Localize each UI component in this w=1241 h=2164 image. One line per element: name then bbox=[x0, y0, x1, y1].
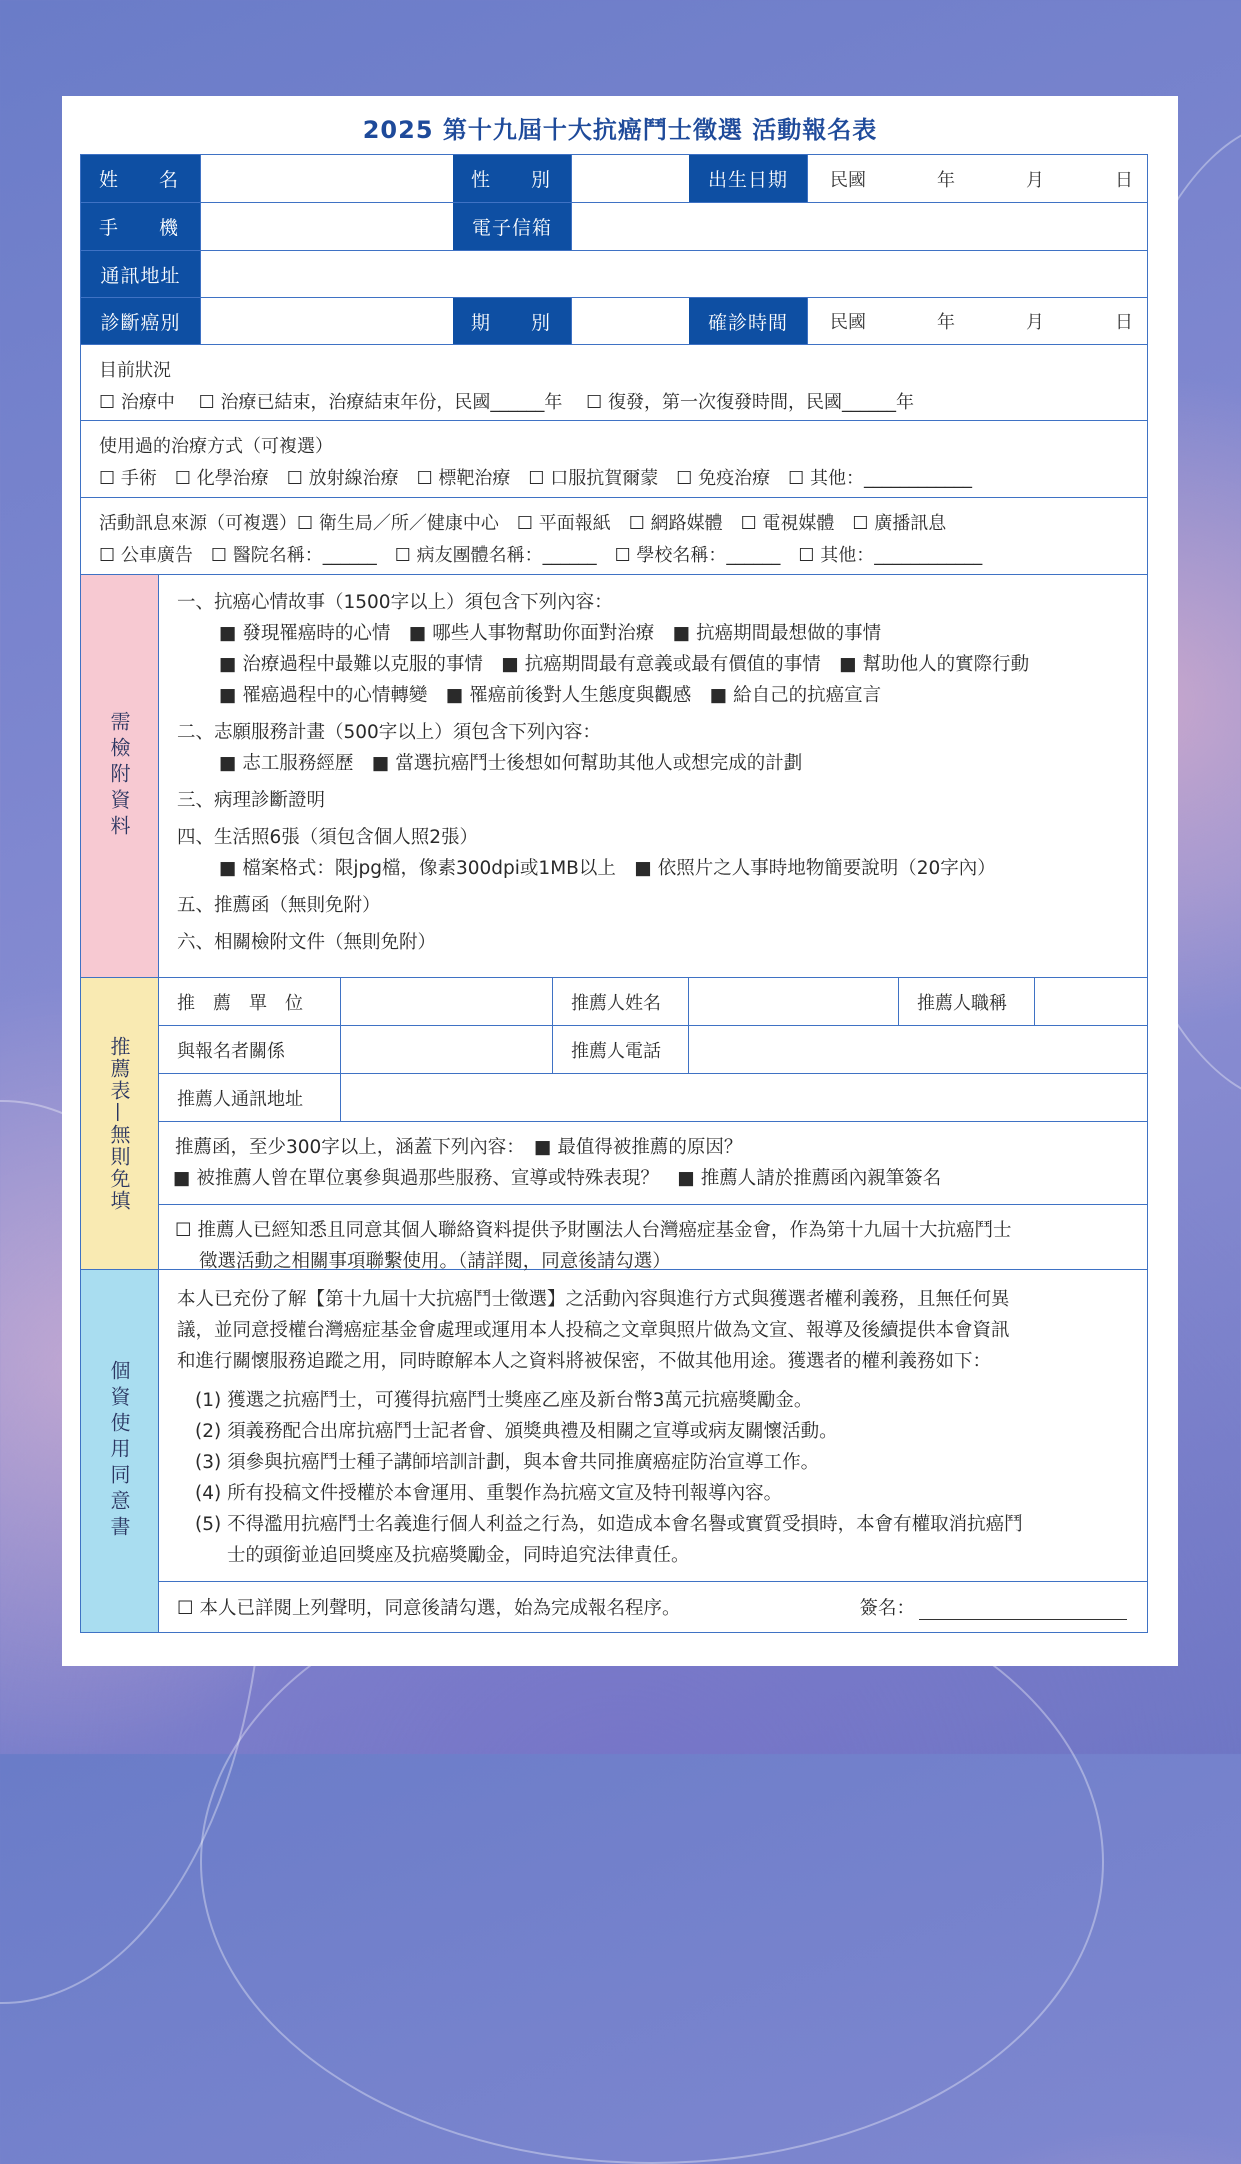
privacy-item-continued: 士的頭銜並追回獎座及抗癌獎勵金，同時追究法律責任。 bbox=[227, 1545, 690, 1566]
treatment-section bbox=[81, 421, 990, 497]
current-status-options[interactable]: ☐ 治療中 ☐ 治療已結束，治療結束年份，民國______年 ☐ 復發，第一次復發時間，民國______年 bbox=[99, 392, 915, 413]
date-month: 月 bbox=[1026, 169, 1044, 191]
treatment-heading: 使用過的治療方式（可複選） bbox=[99, 436, 333, 457]
current-status-section bbox=[81, 345, 932, 420]
address-label: 通訊地址 bbox=[81, 251, 200, 297]
recommender-title-field[interactable] bbox=[1035, 978, 1147, 1025]
attachment-item-6: 六、相關檢附文件（無則免附） bbox=[177, 932, 437, 953]
gender-field[interactable] bbox=[571, 155, 689, 202]
stage-label: 期 別 bbox=[453, 298, 571, 344]
signature-area[interactable] bbox=[859, 1594, 1127, 1620]
relation-label: 與報名者關係 bbox=[159, 1026, 341, 1073]
recommender-address-field[interactable] bbox=[341, 1074, 1147, 1121]
recommender-consent-checkbox[interactable]: ☐ 推薦人已經知悉且同意其個人聯絡資料提供予財團法人台灣癌症基金會，作為第十九屆十大抗癌鬥士 bbox=[175, 1220, 1012, 1241]
privacy-intro: 和進行關懷服務追蹤之用，同時瞭解本人之資料將被保密，不做其他用途。獲選者的權利義務如下： bbox=[177, 1351, 992, 1372]
date-year: 年 bbox=[937, 169, 955, 191]
attachment-sub: ■ 治療過程中最難以克服的事情 ■ 抗癌期間最有意義或最有價值的事情 ■ 幫助他人的實際行動 bbox=[219, 654, 1030, 675]
recommender-address-label: 推薦人通訊地址 bbox=[159, 1074, 341, 1121]
attachments-side-label: 需檢附資料 bbox=[81, 575, 159, 977]
diagnosis-time-label: 確診時間 bbox=[689, 298, 807, 344]
recommender-phone-label: 推薦人電話 bbox=[553, 1026, 689, 1073]
privacy-intro: 本人已充份了解【第十九屆十大抗癌鬥士徵選】之活動內容與進行方式與獲選者權利義務，且無任何異 bbox=[177, 1289, 1010, 1310]
attachment-item-1: 一、抗癌心情故事（1500字以上）須包含下列內容： bbox=[177, 592, 613, 613]
name-field[interactable] bbox=[200, 155, 453, 202]
attachment-sub: ■ 罹癌過程中的心情轉變 ■ 罹癌前後對人生態度與觀感 ■ 給自己的抗癌宣言 bbox=[219, 685, 882, 706]
registration-form bbox=[80, 154, 1148, 1633]
attachment-sub: ■ 發現罹癌時的心情 ■ 哪些人事物幫助你面對治療 ■ 抗癌期間最想做的事情 bbox=[219, 623, 882, 644]
diagnosis-time-field[interactable] bbox=[807, 298, 1147, 344]
email-field[interactable] bbox=[571, 203, 1147, 250]
info-source-line1[interactable]: 活動訊息來源（可複選）☐ 衛生局／所／健康中心 ☐ 平面報紙 ☐ 網路媒體 ☐ 電視媒體 ☐ 廣播訊息 bbox=[99, 513, 947, 534]
attachment-sub: ■ 檔案格式：限jpg檔，像素300dpi或1MB以上 ■ 依照片之人事時地物簡要說明（20字內） bbox=[219, 858, 996, 879]
name-label: 姓 名 bbox=[81, 155, 200, 202]
attachment-item-4: 四、生活照6張（須包含個人照2張） bbox=[177, 827, 479, 848]
row-recommendation bbox=[81, 978, 1147, 1270]
recommendation-letter-line1: 推薦函，至少300字以上，涵蓋下列內容： ■ 最值得被推薦的原因？ bbox=[175, 1137, 743, 1158]
recommend-unit-field[interactable] bbox=[341, 978, 553, 1025]
attachments-list bbox=[159, 575, 1147, 977]
info-source-line2[interactable]: ☐ 公車廣告 ☐ 醫院名稱：______ ☐ 病友團體名稱：______ ☐ 學校名稱：______ ☐ 其他：____________ bbox=[99, 545, 983, 566]
attachment-item-3: 三、病理診斷證明 bbox=[177, 790, 326, 811]
cancer-type-label: 診斷癌別 bbox=[81, 298, 200, 344]
attachment-item-5: 五、推薦函（無則免附） bbox=[177, 895, 381, 916]
birth-date-field[interactable] bbox=[807, 155, 1147, 202]
signature-line[interactable] bbox=[919, 1599, 1127, 1620]
stage-field[interactable] bbox=[571, 298, 689, 344]
email-label: 電子信箱 bbox=[453, 203, 571, 250]
relation-field[interactable] bbox=[341, 1026, 553, 1073]
privacy-side-label: 個資使用同意書 bbox=[81, 1270, 159, 1632]
row-contact bbox=[81, 203, 1147, 251]
recommender-name-label: 推薦人姓名 bbox=[553, 978, 689, 1025]
privacy-item: (2) 須義務配合出席抗癌鬥士記者會、頒獎典禮及相關之宣導或病友關懷活動。 bbox=[195, 1421, 838, 1442]
address-field[interactable] bbox=[200, 251, 1147, 297]
recommender-title-label: 推薦人職稱 bbox=[899, 978, 1035, 1025]
privacy-intro: 議，並同意授權台灣癌症基金會處理或運用本人投稿之文章與照片做為文宣、報導及後續提供本會資訊 bbox=[177, 1320, 1010, 1341]
recommend-unit-label: 推 薦 單 位 bbox=[159, 978, 341, 1025]
row-treatment bbox=[81, 421, 1147, 498]
recommendation-letter-line2: ■ 被推薦人曾在單位裏參與過那些服務、宣導或特殊表現？ ■ 推薦人請於推薦函內親筆簽名 bbox=[173, 1168, 942, 1189]
recommender-name-field[interactable] bbox=[689, 978, 899, 1025]
attachment-sub: ■ 志工服務經歷 ■ 當選抗癌鬥士後想如何幫助其他人或想完成的計劃 bbox=[219, 753, 803, 774]
recommender-consent-line2: 徵選活動之相關事項聯繫使用。（請詳閱，同意後請勾選） bbox=[199, 1251, 671, 1272]
date-month: 月 bbox=[1026, 312, 1044, 333]
privacy-item: (3) 須參與抗癌鬥士種子講師培訓計劃，與本會共同推廣癌症防治宣導工作。 bbox=[195, 1452, 820, 1473]
row-name bbox=[81, 155, 1147, 203]
recommendation-row-1 bbox=[159, 978, 1147, 1026]
form-title: 2025 第十九屆十大抗癌鬥士徵選 活動報名表 bbox=[362, 116, 878, 144]
row-privacy bbox=[81, 1270, 1147, 1632]
row-address bbox=[81, 251, 1147, 298]
form-paper bbox=[62, 96, 1178, 1666]
date-day: 日 bbox=[1115, 169, 1133, 191]
row-info-source bbox=[81, 498, 1147, 575]
signature-row bbox=[159, 1581, 1147, 1632]
recommendation-letter-note bbox=[159, 1122, 1147, 1205]
row-attachments bbox=[81, 575, 1147, 978]
recommender-phone-field[interactable] bbox=[689, 1026, 1147, 1073]
gender-label: 性 別 bbox=[453, 155, 571, 202]
row-diagnosis bbox=[81, 298, 1147, 345]
mobile-field[interactable] bbox=[200, 203, 453, 250]
privacy-statement bbox=[159, 1270, 1147, 1581]
current-status-heading: 目前狀況 bbox=[99, 360, 171, 381]
mobile-label: 手 機 bbox=[81, 203, 200, 250]
recommendation-row-2 bbox=[159, 1026, 1147, 1074]
info-source-section bbox=[81, 498, 1000, 574]
cancer-type-field[interactable] bbox=[200, 298, 453, 344]
date-day: 日 bbox=[1115, 312, 1133, 333]
privacy-item: (4) 所有投稿文件授權於本會運用、重製作為抗癌文宣及特刊報導內容。 bbox=[195, 1483, 783, 1504]
date-era: 民國 bbox=[830, 312, 866, 333]
recommendation-row-3 bbox=[159, 1074, 1147, 1122]
birth-date-label: 出生日期 bbox=[689, 155, 807, 202]
recommendation-body bbox=[159, 978, 1147, 1272]
privacy-body bbox=[159, 1270, 1147, 1632]
row-current-status bbox=[81, 345, 1147, 421]
privacy-item: (1) 獲選之抗癌鬥士，可獲得抗癌鬥士獎座乙座及新台幣3萬元抗癌獎勵金。 bbox=[195, 1390, 813, 1411]
privacy-item: (5) 不得濫用抗癌鬥士名義進行個人利益之行為，如造成本會名譽或實質受損時，本會有權取消抗癌鬥 bbox=[195, 1514, 1023, 1535]
recommendation-side-label: 推薦表—無則免填 bbox=[81, 978, 159, 1269]
date-era: 民國 bbox=[830, 169, 866, 191]
privacy-confirm-checkbox[interactable]: ☐ 本人已詳閱上列聲明，同意後請勾選，始為完成報名程序。 bbox=[177, 1598, 681, 1619]
date-year: 年 bbox=[937, 312, 955, 333]
signature-label: 簽名： bbox=[859, 1598, 915, 1619]
treatment-options[interactable]: ☐ 手術 ☐ 化學治療 ☐ 放射線治療 ☐ 標靶治療 ☐ 口服抗賀爾蒙 ☐ 免疫治療 ☐ 其他：____________ bbox=[99, 468, 973, 489]
attachment-item-2: 二、志願服務計畫（500字以上）須包含下列內容： bbox=[177, 722, 601, 743]
